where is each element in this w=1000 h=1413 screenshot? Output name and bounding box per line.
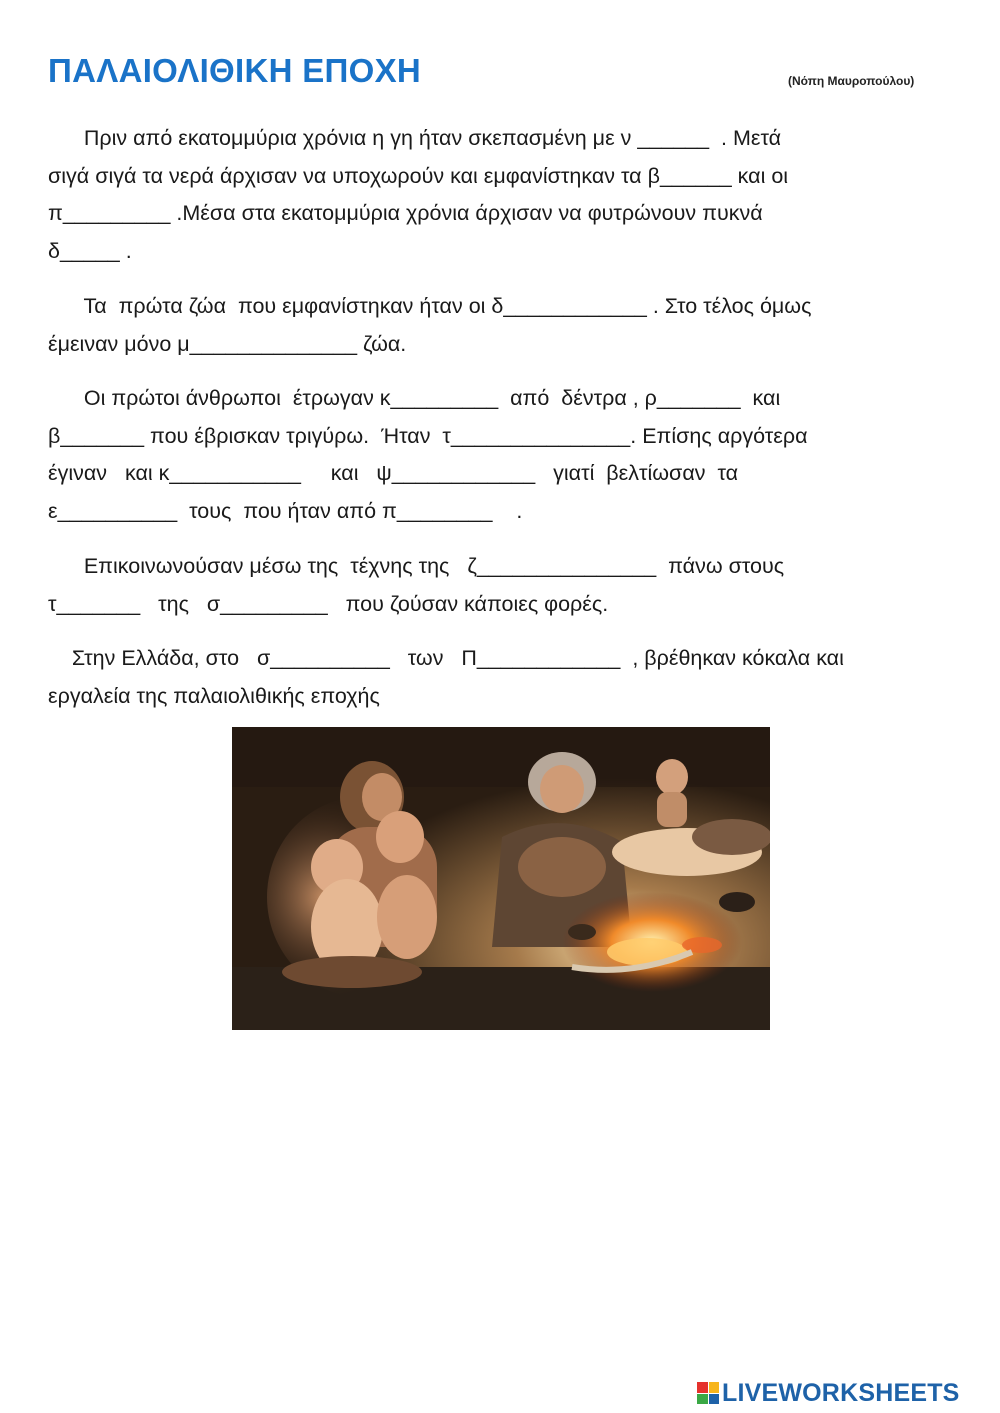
paragraph-3-line-1: Οι πρώτοι άνθρωποι έτρωγαν κ_________ από δέντρα , ρ_______ και bbox=[48, 386, 781, 410]
brand-text: LIVEWORKSHEETS bbox=[722, 1378, 960, 1407]
paragraph-1-line-4: δ_____ . bbox=[48, 239, 132, 263]
paragraph-1-line-1: Πριν από εκατομμύρια χρόνια η γη ήταν σκεπασμένη με ν ______ . Μετά bbox=[48, 126, 782, 150]
page-title: ΠΑΛΑΙΟΛΙΘΙΚΗ ΕΠΟΧΗ bbox=[48, 52, 422, 89]
paragraph-3-line-4: ε__________ τους που ήταν από π________ . bbox=[48, 499, 523, 523]
paragraph-2-line-2: έμειναν μόνο μ______________ ζώα. bbox=[48, 332, 407, 356]
paragraph-1-line-2: σιγά σιγά τα νερά άρχισαν να υποχωρούν και εμφανίστηκαν τα β______ και οι bbox=[48, 164, 789, 188]
liveworksheets-logo bbox=[697, 1379, 960, 1407]
paragraph-3-line-3: έγιναν και κ___________ και ψ____________ γιατί βελτίωσαν τα bbox=[48, 461, 739, 485]
paragraph-1-line-3: π_________ .Μέσα στα εκατομμύρια χρόνια άρχισαν να φυτρώνουν πυκνά bbox=[48, 201, 763, 225]
cave-family-photo bbox=[232, 727, 770, 1030]
paragraph-2-line-1: Τα πρώτα ζώα που εμφανίστηκαν ήταν οι δ____________ . Στο τέλος όμως bbox=[48, 294, 812, 318]
paragraph-4-line-2: τ_______ της σ_________ που ζούσαν κάποιες φορές. bbox=[48, 592, 609, 616]
paragraph-4-line-1: Επικοινωνούσαν μέσω της τέχνης της ζ_______________ πάνω στους bbox=[48, 554, 785, 578]
paragraph-5-line-2: εργαλεία της παλαιολιθικής εποχής bbox=[48, 684, 380, 708]
author-credit: (Νόπη Μαυροπούλου) bbox=[788, 74, 915, 88]
logo-mark-icon bbox=[697, 1382, 719, 1404]
paragraph-3-line-2: β_______ που έβρισκαν τριγύρω. Ήταν τ_______________. Επίσης αργότερα bbox=[48, 424, 808, 448]
paragraph-5-line-1: Στην Ελλάδα, στο σ__________ των Π____________ , βρέθηκαν κόκαλα και bbox=[48, 646, 844, 670]
